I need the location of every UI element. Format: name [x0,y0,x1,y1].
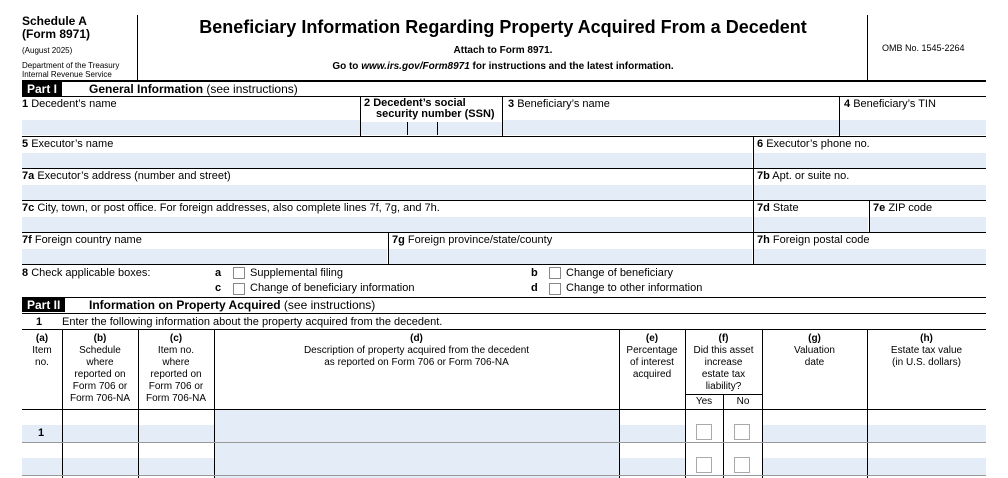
change-other-info-label: Change to other information [566,282,703,294]
box-c-letter: c [215,282,222,294]
col-a-line: Item [32,345,52,356]
supplemental-filing-label: Supplemental filing [250,267,343,279]
agency: Internal Revenue Service [22,70,112,79]
field-1-num: 1 [22,98,29,110]
field-7c-label [22,202,440,214]
beneficiary-name-field[interactable] [503,120,839,135]
field-7g-text: Foreign province/state/county [407,234,553,246]
field-7a-text: Executor’s address (number and street) [37,170,231,182]
box-a-letter: a [215,267,222,279]
field-2-num: 2 [364,97,371,109]
field-7a-label [22,170,231,182]
field-2-text-a: Decedent’s social [373,97,466,109]
executor-phone-field[interactable] [754,153,986,168]
col-e-line: of interest [630,357,674,368]
col-d-header [214,333,619,369]
part1-title: General Information [89,82,204,96]
field-6-label [757,138,870,150]
col-c-line: where [162,357,190,368]
field-3-text: Beneficiary’s name [517,98,610,110]
field-7e-label [873,202,932,214]
change-beneficiary-info-checkbox[interactable] [233,283,245,295]
foreign-postal-field[interactable] [754,249,986,264]
col-c-letter: (c) [169,333,183,344]
field-4-num: 4 [844,98,851,110]
field-7c-num: 7c [22,202,35,214]
field-8-label [22,267,150,279]
col-c-line: Item no. [157,345,195,356]
field-4-label [844,98,936,110]
form-date: (August 2025) [22,46,73,55]
row-1-num: 1 [38,427,45,439]
zip-field[interactable] [870,217,986,232]
valuation-date-cell[interactable] [763,458,867,475]
field-7g-num: 7g [392,234,405,246]
part2-title: Information on Property Acquired [89,298,281,312]
field-6-text: Executor’s phone no. [766,138,870,150]
form-title: Beneficiary Information Regarding Property Acquired From a Decedent [199,17,807,37]
field-7d-num: 7d [757,202,770,214]
col-h-header [867,333,986,369]
col-e-line: acquired [632,369,672,380]
col-d-line: Description of property acquired from the decedent [303,345,530,356]
field-7b-text: Apt. or suite no. [772,170,850,182]
col-d-line: as reported on Form 706 or Form 706-NA [324,357,509,368]
field-8-text: Check applicable boxes: [31,267,151,279]
estate-value-cell[interactable] [868,458,986,475]
col-f-yes: Yes [695,396,713,407]
field-7f-text: Foreign country name [34,234,142,246]
omb-number: OMB No. 1545-2264 [882,43,965,53]
col-f-line: Did this asset [693,345,754,356]
decedent-name-field[interactable] [22,120,360,135]
col-e-line: Percentage [626,345,678,356]
col-h-letter: (h) [920,333,933,344]
percentage-cell[interactable] [620,458,685,475]
form-number: (Form 8971) [22,27,91,41]
row-1-yes-checkbox[interactable] [696,424,712,440]
irs-link[interactable]: www.irs.gov/Form8971 [361,61,470,72]
part2-heading [89,298,375,312]
part2-note: (see instructions) [283,298,376,312]
row-2-no-checkbox[interactable] [734,457,750,473]
part1-heading [89,82,298,96]
line-1-instruction: Enter the following information about the property acquired from the decedent. [62,316,443,328]
col-g-letter: (g) [808,333,821,344]
field-7d-text: State [772,202,799,214]
field-7c-text: City, town, or post office. For foreign addresses, also complete lines 7f, 7g, and 7h. [37,202,440,214]
field-7h-text: Foreign postal code [772,234,870,246]
change-other-info-checkbox[interactable] [549,283,561,295]
field-7b-num: 7b [757,170,770,182]
col-c-header [138,333,214,405]
field-7h-label [757,234,870,246]
field-7e-num: 7e [873,202,886,214]
part1-label: Part I [22,82,62,96]
executor-address-field[interactable] [22,185,752,200]
col-g-header [762,333,867,369]
col-d-letter: (d) [410,333,423,344]
col-g-line: Valuation [794,345,835,356]
col-a-line: no. [35,357,49,368]
col-f-line: increase [704,357,743,368]
foreign-country-field[interactable] [22,249,387,264]
col-c-line: Form 706-NA [145,393,206,404]
part1-note: (see instructions) [206,82,298,96]
item-no-706-cell[interactable] [139,458,214,475]
part2-label: Part II [22,298,65,312]
item-no-cell[interactable] [22,458,62,475]
field-6-num: 6 [757,138,764,150]
col-f-line: estate tax [701,369,746,380]
city-field[interactable] [22,217,752,232]
field-5-num: 5 [22,138,29,150]
goto-prefix: Go to [332,61,362,72]
goto-suffix: for instructions and the latest information. [469,61,674,72]
change-beneficiary-label: Change of beneficiary [566,267,674,279]
beneficiary-tin-field[interactable] [840,120,986,135]
col-e-letter: (e) [645,333,659,344]
col-c-line: reported on [150,369,202,380]
schedule-cell[interactable] [63,425,138,442]
valuation-date-cell[interactable] [763,425,867,442]
change-beneficiary-info-label: Change of beneficiary information [250,282,415,294]
decedent-ssn-field[interactable] [361,122,502,135]
foreign-province-field[interactable] [389,249,752,264]
apt-suite-field[interactable] [754,185,986,200]
field-2-label [364,98,495,120]
col-b-letter: (b) [93,333,107,344]
line-1-num: 1 [36,316,43,328]
row-2-yes-checkbox[interactable] [696,457,712,473]
col-g-line: date [804,357,825,368]
field-7e-text: ZIP code [888,202,933,214]
field-7g-label [392,234,552,246]
item-no-706-cell[interactable] [139,425,214,442]
percentage-cell[interactable] [620,425,685,442]
col-c-line: Form 706 or [148,381,204,392]
col-b-line: Form 706-NA [69,393,130,404]
col-b-line: Schedule [79,345,121,356]
state-field[interactable] [754,217,868,232]
box-b-letter: b [531,267,538,279]
field-7d-label [757,202,799,214]
field-1-label [22,98,117,110]
field-4-text: Beneficiary’s TIN [853,98,936,110]
goto-instruction [138,61,868,72]
col-b-line: reported on [74,369,126,380]
description-cell[interactable] [215,410,619,478]
col-b-line: where [86,357,114,368]
schedule-cell[interactable] [63,458,138,475]
field-5-label [22,138,113,150]
field-7f-label [22,234,142,246]
col-f-header [685,333,762,393]
field-8-num: 8 [22,267,29,279]
col-a-letter: (a) [35,333,49,344]
change-beneficiary-checkbox[interactable] [549,267,561,279]
box-d-letter: d [531,282,538,294]
col-b-header [62,333,138,405]
col-a-header [22,333,62,369]
field-7a-num: 7a [22,170,35,182]
field-7h-num: 7h [757,234,770,246]
col-h-line: (in U.S. dollars) [892,357,961,368]
schedule-label: Schedule A [22,14,87,28]
field-7f-num: 7f [22,234,32,246]
col-e-header [619,333,685,381]
field-3-label [508,98,610,110]
field-1-text: Decedent’s name [31,98,117,110]
col-f-line: liability? [705,381,742,392]
field-3-num: 3 [508,98,515,110]
department: Department of the Treasury [22,61,120,70]
col-f-no: No [736,396,750,407]
row-1-no-checkbox[interactable] [734,424,750,440]
supplemental-filing-checkbox[interactable] [233,267,245,279]
attach-instruction: Attach to Form 8971. [453,45,553,56]
field-5-text: Executor’s name [31,138,114,150]
col-h-line: Estate tax value [890,345,963,356]
executor-name-field[interactable] [22,153,752,168]
col-f-letter: (f) [718,333,729,344]
field-7b-label [757,170,849,182]
col-b-line: Form 706 or [72,381,128,392]
estate-value-cell[interactable] [868,425,986,442]
field-2-text-b: security number (SSN) [376,108,495,120]
